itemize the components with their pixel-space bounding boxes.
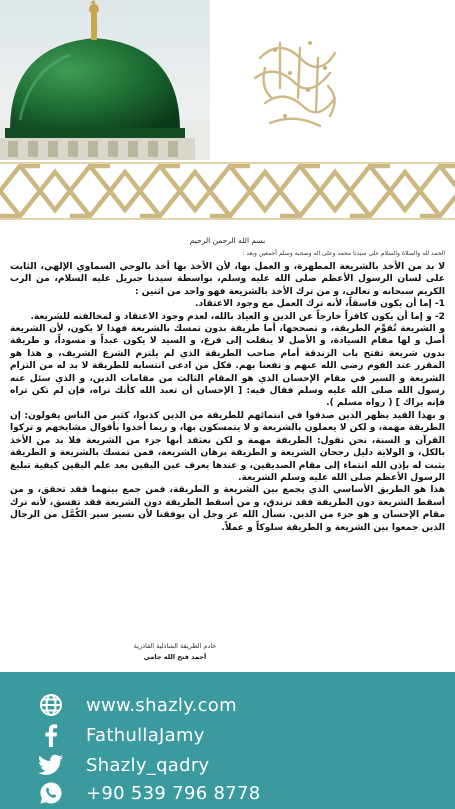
twitter-icon — [38, 752, 64, 778]
facebook-icon — [38, 722, 64, 748]
signature-block — [95, 642, 255, 661]
whatsapp-row[interactable] — [38, 780, 260, 806]
green-dome-image — [0, 0, 210, 165]
shazly-calligraphy-logo — [240, 28, 350, 138]
contact-footer — [0, 672, 455, 809]
paragraph-2: 1- إما أن يكون فاسقاً، لأنه ترك العمل مع وجود الاعتقاد. — [195, 299, 445, 310]
header-banner — [0, 0, 455, 160]
article-body — [10, 230, 445, 534]
intro-line: الحمد لله والصلاة والسلام على سيدنا محمد وعلى اله وصحبه وسلم أجمعين وبعد : — [242, 250, 445, 257]
basmala: بسم الله الرحمن الرحيم — [189, 236, 266, 245]
whatsapp-icon — [38, 780, 64, 806]
paragraph-3: 2- و إما أن يكون كافراً خارجاً عن الدين و العياذ بالله، لعدم وجود الاعتقاد و لمخالفته للشريعة. — [30, 311, 445, 322]
paragraph-1: لا بد من الأخذ بالشريعة المطهرة، و العمل بها، لأن الأخذ بها أخذ بالوحي السماوي الإلهي، الثابت على لسان الرسول الأعظم صلى الله عليه وسلم، بواسطة سيدنا جبريل عليه السلام، من الرب الكريم سبحانه و تعالى، و من ترك الأخذ بالشريعة فهو واحد من اثنين : — [10, 262, 445, 297]
signature-name: أحمد فتح الله جامي — [143, 653, 207, 661]
website-row[interactable] — [38, 692, 237, 718]
twitter-handle[interactable]: Shazly_qadry — [86, 754, 210, 776]
facebook-row[interactable] — [38, 722, 205, 748]
facebook-handle[interactable]: FathullaJamy — [86, 724, 205, 746]
signature-title: خادم الطريقة الشاذلية القادرية — [133, 642, 217, 650]
twitter-row[interactable] — [38, 752, 210, 778]
paragraph-5: و بهذا القيد يظهر الذين صدقوا في انتمائهم للطريقة من الذين كذبوا، كثير من الناس يقولون: إن الطريقة مهمة، و لكن لا يعملون بالشريعة و لا يتمسكون بها، و ربما أخذوا بأقوال مشايخهم و تركوا القرآن و السنة، نحن نقول: الطريقة مهمة و لكن نعتقد أنها جزء من الشريعة فلا بد من الأخذ بالكل، و الولاية دليل رجحان الشريعة و الطريقة برهان الشريعة، فمن تمسك بالشريعة و الطريقة يثبت له بإذن الله انتماء إلى مقام الصديقين، و عندها يعرف عين اليقين بعد علم اليقين كيفية تبليغ الرسول الأعظم صلى الله عليه وسلم الشريعة. — [10, 410, 445, 483]
paragraph-6: هذا هو الطريق الأساسي الذي يجمع بين الشريعة و الطريقة، فمن جمع بينهما فقد تحقق، و من أسقط الشريعة دون الطريقة فقد تزندق، و من أسقط الطريقة دون الشريعة فقد تفسق، لأنه ترك مقام الإحسان و هو جزء من الدين. نسأل الله عز وجل أن يوفقنا لأن نسير سير الكُمَّل من الرجال الذين جمعوا بين الشريعة و الطريقة سلوكاً و عملاً. — [10, 485, 445, 533]
globe-icon — [38, 692, 64, 718]
whatsapp-number[interactable]: +90 539 796 8778 — [86, 782, 261, 804]
decorative-geometric-border — [0, 160, 455, 222]
paragraph-4: و الشريعة تُقوِّم الطريقة، و تصححها، أما طريقة بدون تمسك بالشريعة فهذا لا يكون، لأن الشريعة أصل و لها مقام السيادة، و الأصل لا ينقلب إلى فرع، و السيد لا يكون عبداً و مسوداً، و طريقة بدون شريعة تفتح باب الزندقة أمام صاحب الطريقة الذي لم يلتزم الشرع الشريف، و هذا هو المقرر عند القوم رضي الله عنهم و نفعنا بهم. فكل من ادعى انتسابه للطريقة لا بد له من التزام الشريعة و السير في مقام الإحسان الذي هو المقام الثالث من مقامات الدين، و الذي سئل عنه رسول الله صلى الله عليه وسلم فقال فيه: [ الإحسان أن تعبد الله كأنك تراه، فإن لم تكن تراه فإنه يراك ] ( رواه مسلم ). — [10, 324, 445, 409]
website-link[interactable]: www.shazly.com — [86, 694, 237, 716]
